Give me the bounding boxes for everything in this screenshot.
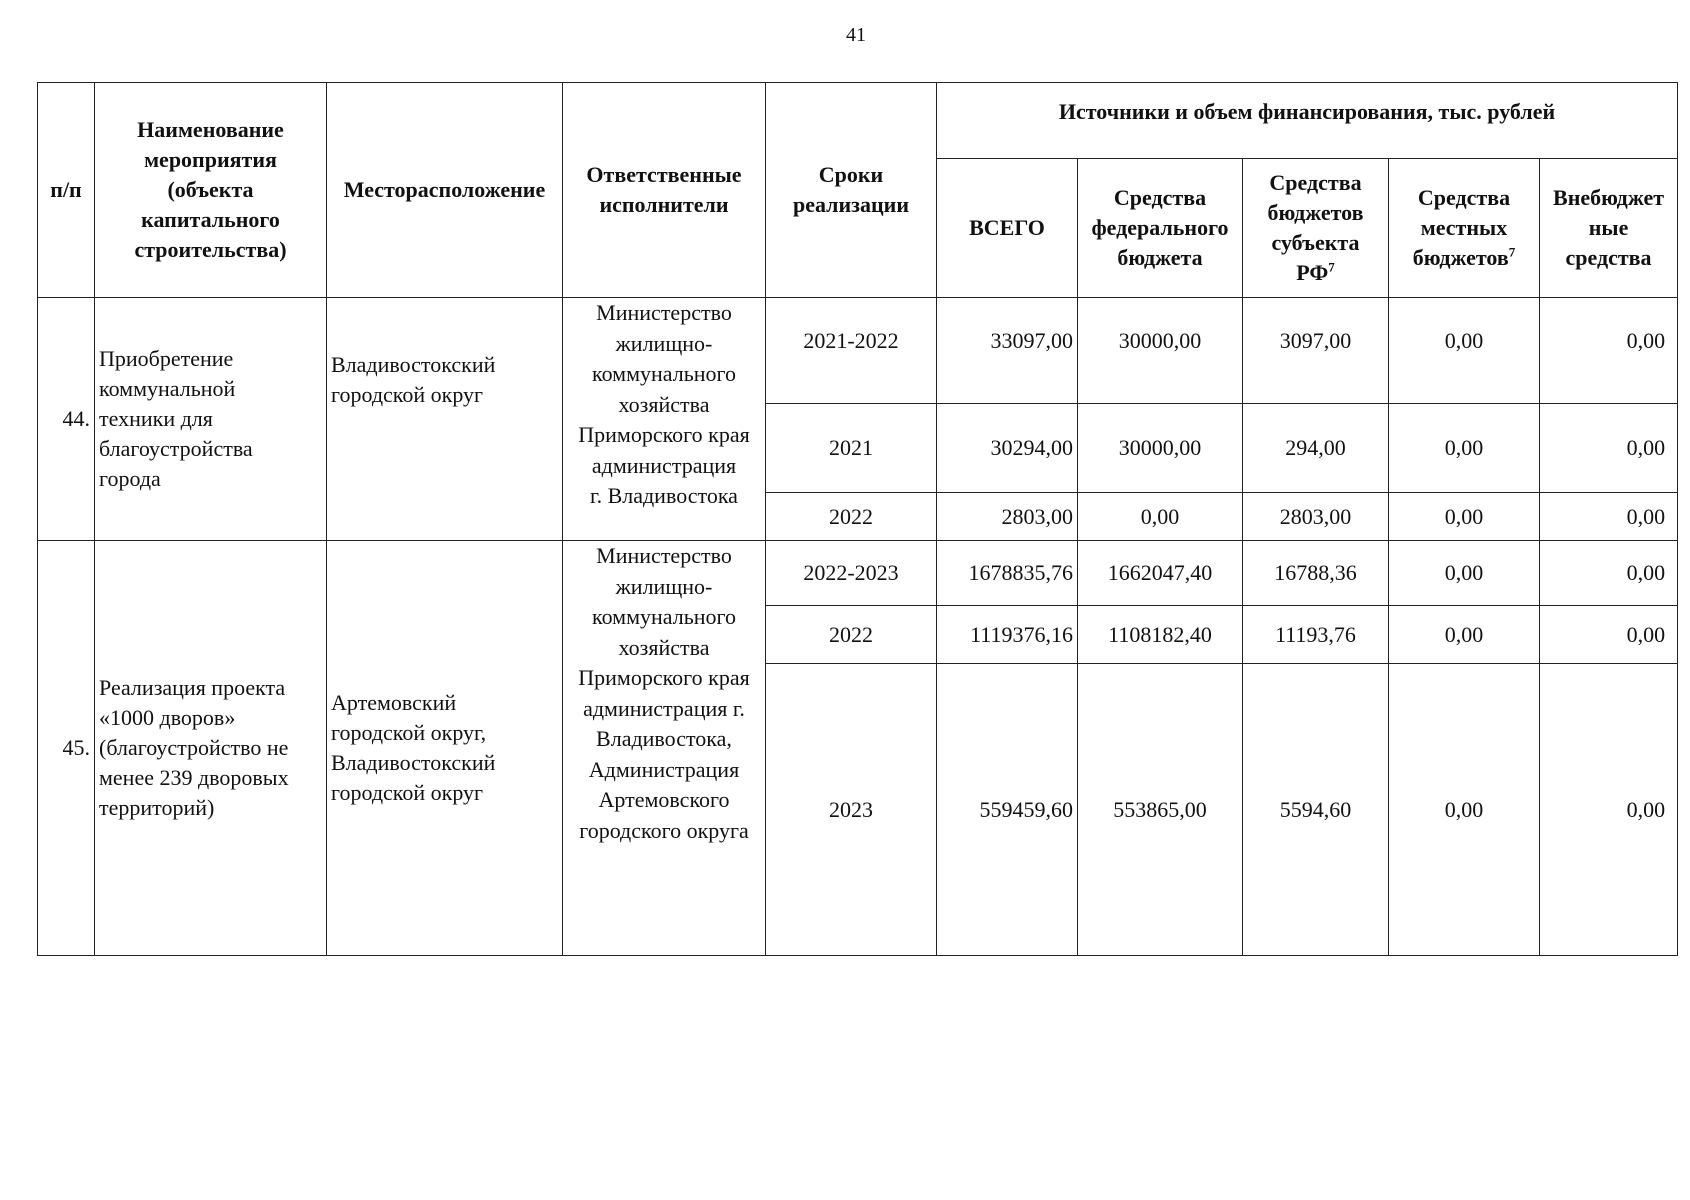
row-local: 0,00 xyxy=(1389,541,1540,606)
row-regional: 11193,76 xyxy=(1243,606,1389,664)
row-total: 1678835,76 xyxy=(937,541,1078,606)
header-terms: Сроки реализации xyxy=(766,83,937,298)
header-regional xyxy=(1243,159,1389,298)
row-local: 0,00 xyxy=(1389,606,1540,664)
row-federal: 30000,00 xyxy=(1078,404,1243,493)
header-local-text: Средства местных бюджетов xyxy=(1412,185,1511,270)
row-name: Приобретение коммунальной техники для благоустройства города xyxy=(95,298,327,541)
row-extra: 0,00 xyxy=(1540,404,1678,493)
row-term: 2022 xyxy=(766,606,937,664)
page-number: 41 xyxy=(846,24,866,46)
header-row-1 xyxy=(38,83,1678,159)
row-regional: 5594,60 xyxy=(1243,664,1389,956)
row-index: 44. xyxy=(38,298,95,541)
row-term: 2021 xyxy=(766,404,937,493)
row-local: 0,00 xyxy=(1389,493,1540,541)
row-regional: 294,00 xyxy=(1243,404,1389,493)
row-federal: 1108182,40 xyxy=(1078,606,1243,664)
row-responsible: Министерство жилищно- коммунального хозяйства Приморского края администрация г. Владивостока xyxy=(563,298,766,541)
row-federal: 553865,00 xyxy=(1078,664,1243,956)
row-term: 2023 xyxy=(766,664,937,956)
row-regional: 16788,36 xyxy=(1243,541,1389,606)
header-total: ВСЕГО xyxy=(937,159,1078,298)
row-location: Артемовский городской округ, Владивостокский городской округ xyxy=(327,541,563,956)
row-extra: 0,00 xyxy=(1540,541,1678,606)
header-location: Месторасположение xyxy=(327,83,563,298)
row-federal: 30000,00 xyxy=(1078,298,1243,404)
row-local: 0,00 xyxy=(1389,664,1540,956)
row-federal: 0,00 xyxy=(1078,493,1243,541)
header-regional-sup: 7 xyxy=(1328,259,1335,275)
row-index: 45. xyxy=(38,541,95,956)
row-extra: 0,00 xyxy=(1540,298,1678,404)
row-total: 559459,60 xyxy=(937,664,1078,956)
row-responsible: Министерство жилищно- коммунального хозяйства Приморского края администрация г. Владивостока, Администрация Артемовского городского округа xyxy=(563,541,766,956)
row-regional: 2803,00 xyxy=(1243,493,1389,541)
row-term: 2022-2023 xyxy=(766,541,937,606)
header-index: п/п xyxy=(38,83,95,298)
header-local xyxy=(1389,159,1540,298)
row-term: 2021-2022 xyxy=(766,298,937,404)
row-local: 0,00 xyxy=(1389,404,1540,493)
table-row xyxy=(38,298,1678,404)
row-total: 33097,00 xyxy=(937,298,1078,404)
row-extra: 0,00 xyxy=(1540,606,1678,664)
row-location: Владивостокский городской округ xyxy=(327,298,563,541)
row-regional: 3097,00 xyxy=(1243,298,1389,404)
header-extra: Внебюджет ные средства xyxy=(1540,159,1678,298)
row-extra: 0,00 xyxy=(1540,664,1678,956)
row-term: 2022 xyxy=(766,493,937,541)
header-funding-group: Источники и объем финансирования, тыс. рублей xyxy=(937,83,1678,159)
funding-table xyxy=(37,82,1678,956)
header-responsible: Ответственные исполнители xyxy=(563,83,766,298)
row-total: 30294,00 xyxy=(937,404,1078,493)
header-name: Наименование мероприятия (объекта капитального строительства) xyxy=(95,83,327,298)
row-name: Реализация проекта «1000 дворов» (благоустройство не менее 239 дворовых территорий) xyxy=(95,541,327,956)
header-local-sup: 7 xyxy=(1508,244,1516,260)
row-federal: 1662047,40 xyxy=(1078,541,1243,606)
header-federal: Средства федерального бюджета xyxy=(1078,159,1243,298)
row-total: 2803,00 xyxy=(937,493,1078,541)
row-local: 0,00 xyxy=(1389,298,1540,404)
table-row xyxy=(38,541,1678,606)
header-regional-text: Средства бюджетов субъекта РФ xyxy=(1267,170,1364,285)
row-total: 1119376,16 xyxy=(937,606,1078,664)
row-extra: 0,00 xyxy=(1540,493,1678,541)
